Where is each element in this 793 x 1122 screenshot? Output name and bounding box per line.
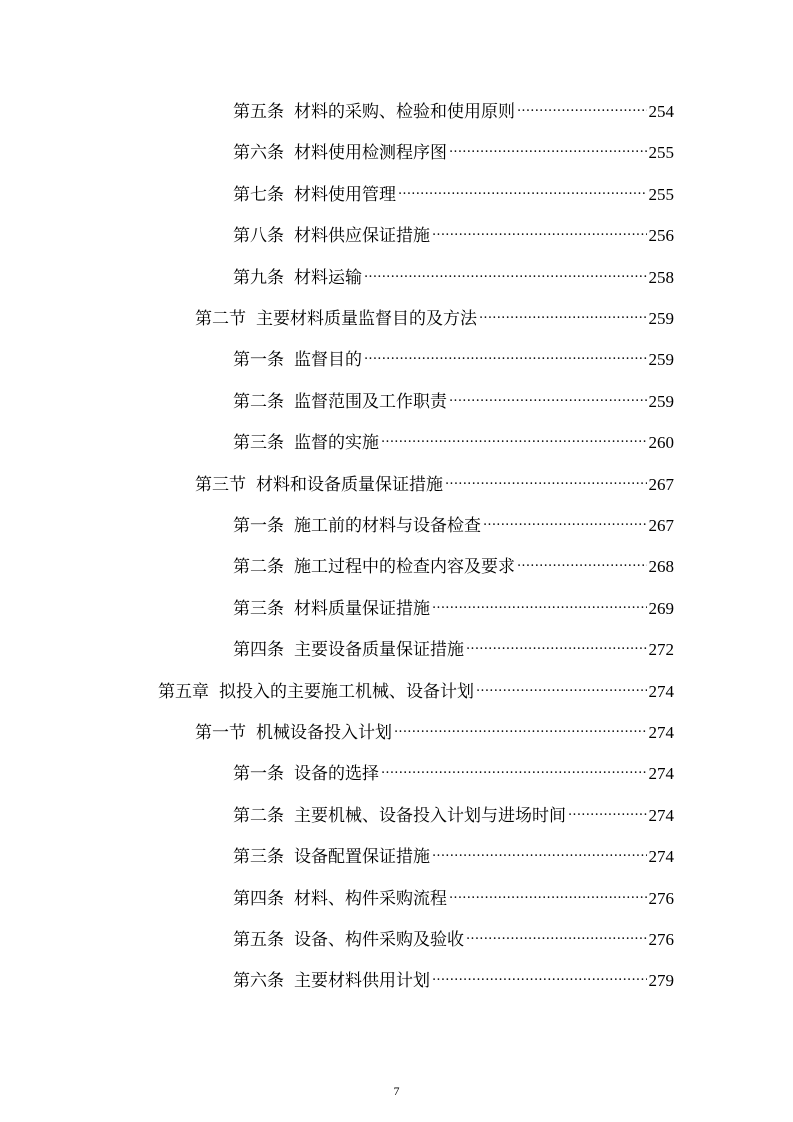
toc-entry-page: 274 xyxy=(648,764,674,784)
toc-entry[interactable] xyxy=(233,255,674,288)
toc-entry[interactable] xyxy=(233,172,674,205)
toc-entry-page: 276 xyxy=(648,930,674,949)
toc-entry-page: 274 xyxy=(648,847,674,867)
toc-entry[interactable] xyxy=(233,917,674,950)
toc-entry-number: 第五条 xyxy=(233,102,284,122)
toc-entry-number: 第八条 xyxy=(233,226,284,247)
toc-entry[interactable] xyxy=(233,213,674,247)
toc-entry-title: 材料使用管理 xyxy=(294,184,396,205)
toc-entry-page: 254 xyxy=(648,102,674,121)
toc-entry-page: 255 xyxy=(648,184,674,204)
toc-entry[interactable] xyxy=(195,710,674,743)
toc-entry[interactable] xyxy=(233,420,674,454)
toc-entry[interactable] xyxy=(233,89,674,122)
toc-entry-title: 主要设备质量保证措施 xyxy=(294,640,464,661)
dot-leader xyxy=(432,834,647,862)
toc-entry-page: 267 xyxy=(648,474,674,494)
toc-entry-page: 279 xyxy=(648,971,674,991)
toc-entry-number: 第五条 xyxy=(233,930,284,950)
toc-entry-title: 主要材料供用计划 xyxy=(294,971,430,992)
toc-entry-number: 第二条 xyxy=(233,805,284,826)
toc-entry-number: 第一条 xyxy=(233,516,284,536)
dot-leader xyxy=(381,751,647,779)
dot-leader xyxy=(445,462,647,490)
toc-entry-title: 材料运输 xyxy=(294,267,362,288)
dot-leader xyxy=(398,172,647,200)
toc-entry-number: 第九条 xyxy=(233,267,284,288)
toc-entry-number: 第四条 xyxy=(233,640,284,661)
toc-entry[interactable] xyxy=(233,751,674,785)
toc-entry-title: 设备的选择 xyxy=(294,764,379,785)
dot-leader xyxy=(381,420,647,448)
toc-entry[interactable] xyxy=(233,627,674,661)
toc-entry-page: 259 xyxy=(648,350,674,370)
toc-entry-title: 主要材料质量监督目的及方法 xyxy=(256,309,477,329)
dot-leader xyxy=(466,917,647,945)
toc-entry-title: 材料质量保证措施 xyxy=(294,598,430,619)
toc-entry-title: 监督范围及工作职责 xyxy=(294,391,447,412)
toc-entry[interactable] xyxy=(195,462,674,495)
toc-entry-number: 第六条 xyxy=(233,143,284,164)
toc-entry-page: 272 xyxy=(648,640,674,660)
dot-leader xyxy=(517,89,647,117)
toc-entry-page: 267 xyxy=(648,516,674,535)
toc-entry-page: 260 xyxy=(648,433,674,453)
toc-entry-title: 设备、构件采购及验收 xyxy=(294,930,464,950)
toc-entry[interactable] xyxy=(233,586,674,619)
toc-entry-title: 机械设备投入计划 xyxy=(256,723,392,743)
dot-leader xyxy=(394,710,647,738)
toc-entry-page: 274 xyxy=(648,681,674,701)
toc-entry[interactable] xyxy=(233,379,674,412)
dot-leader xyxy=(449,130,647,158)
toc-entry-number: 第三条 xyxy=(233,847,284,868)
toc-entry-title: 施工过程中的检查内容及要求 xyxy=(294,557,515,578)
toc-entry-title: 材料供应保证措施 xyxy=(294,226,430,247)
toc-entry-title: 设备配置保证措施 xyxy=(294,847,430,868)
toc-entry-number: 第七条 xyxy=(233,184,284,205)
toc-entry-title: 材料使用检测程序图 xyxy=(294,143,447,164)
toc-entry[interactable] xyxy=(158,669,674,702)
toc-entry-title: 主要机械、设备投入计划与进场时间 xyxy=(294,805,566,826)
toc-entry-title: 材料、构件采购流程 xyxy=(294,888,447,909)
toc-entry-title: 材料的采购、检验和使用原则 xyxy=(294,102,515,122)
dot-leader xyxy=(476,669,647,697)
toc-entry-page: 258 xyxy=(648,267,674,287)
toc-entry-number: 第一条 xyxy=(233,350,284,371)
toc-entry-page: 268 xyxy=(648,557,674,577)
toc-entry-title: 监督的实施 xyxy=(294,433,379,454)
toc-entry[interactable] xyxy=(233,834,674,868)
toc-entry[interactable] xyxy=(233,544,674,578)
toc-entry-number: 第一条 xyxy=(233,764,284,785)
toc-entry[interactable] xyxy=(233,876,674,909)
toc-entry-number: 第二条 xyxy=(233,391,284,412)
toc-entry-title: 拟投入的主要施工机械、设备计划 xyxy=(219,681,474,702)
toc-entry-page: 274 xyxy=(648,805,674,825)
toc-entry-page: 259 xyxy=(648,309,674,328)
dot-leader xyxy=(466,627,647,655)
toc-entry-number: 第四条 xyxy=(233,888,284,909)
toc-entry-number: 第二节 xyxy=(195,309,246,329)
page-number: 7 xyxy=(393,1084,400,1098)
dot-leader xyxy=(364,255,647,283)
dot-leader xyxy=(449,876,647,904)
toc-entry-number: 第三节 xyxy=(195,474,246,495)
dot-leader xyxy=(517,544,647,572)
toc-entry[interactable] xyxy=(233,793,674,826)
toc-entry-number: 第三条 xyxy=(233,433,284,454)
toc-entry[interactable] xyxy=(233,503,674,536)
toc-entry-page: 276 xyxy=(648,888,674,908)
dot-leader xyxy=(479,296,647,324)
toc-entry-page: 269 xyxy=(648,598,674,618)
dot-leader xyxy=(432,586,647,614)
toc-entry-title: 材料和设备质量保证措施 xyxy=(256,474,443,495)
toc-entry-title: 施工前的材料与设备检查 xyxy=(294,516,481,536)
toc-entry-number: 第六条 xyxy=(233,971,284,992)
toc-entry[interactable] xyxy=(233,958,674,992)
toc-entry[interactable] xyxy=(195,296,674,329)
toc-entry-page: 255 xyxy=(648,143,674,163)
toc-entry[interactable] xyxy=(233,130,674,164)
dot-leader xyxy=(449,379,647,407)
toc-entry[interactable] xyxy=(233,337,674,371)
toc-entry-title: 监督目的 xyxy=(294,350,362,371)
toc-entry-number: 第三条 xyxy=(233,598,284,619)
dot-leader xyxy=(432,958,647,986)
dot-leader xyxy=(483,503,647,531)
toc-entry-number: 第五章 xyxy=(158,681,209,702)
dot-leader xyxy=(364,337,647,365)
toc-entry-page: 259 xyxy=(648,391,674,411)
toc-entry-number: 第一节 xyxy=(195,723,246,743)
dot-leader xyxy=(432,213,647,241)
toc-entry-page: 274 xyxy=(648,723,674,742)
toc-entry-number: 第二条 xyxy=(233,557,284,578)
toc-entry-page: 256 xyxy=(648,226,674,246)
dot-leader xyxy=(568,793,647,821)
